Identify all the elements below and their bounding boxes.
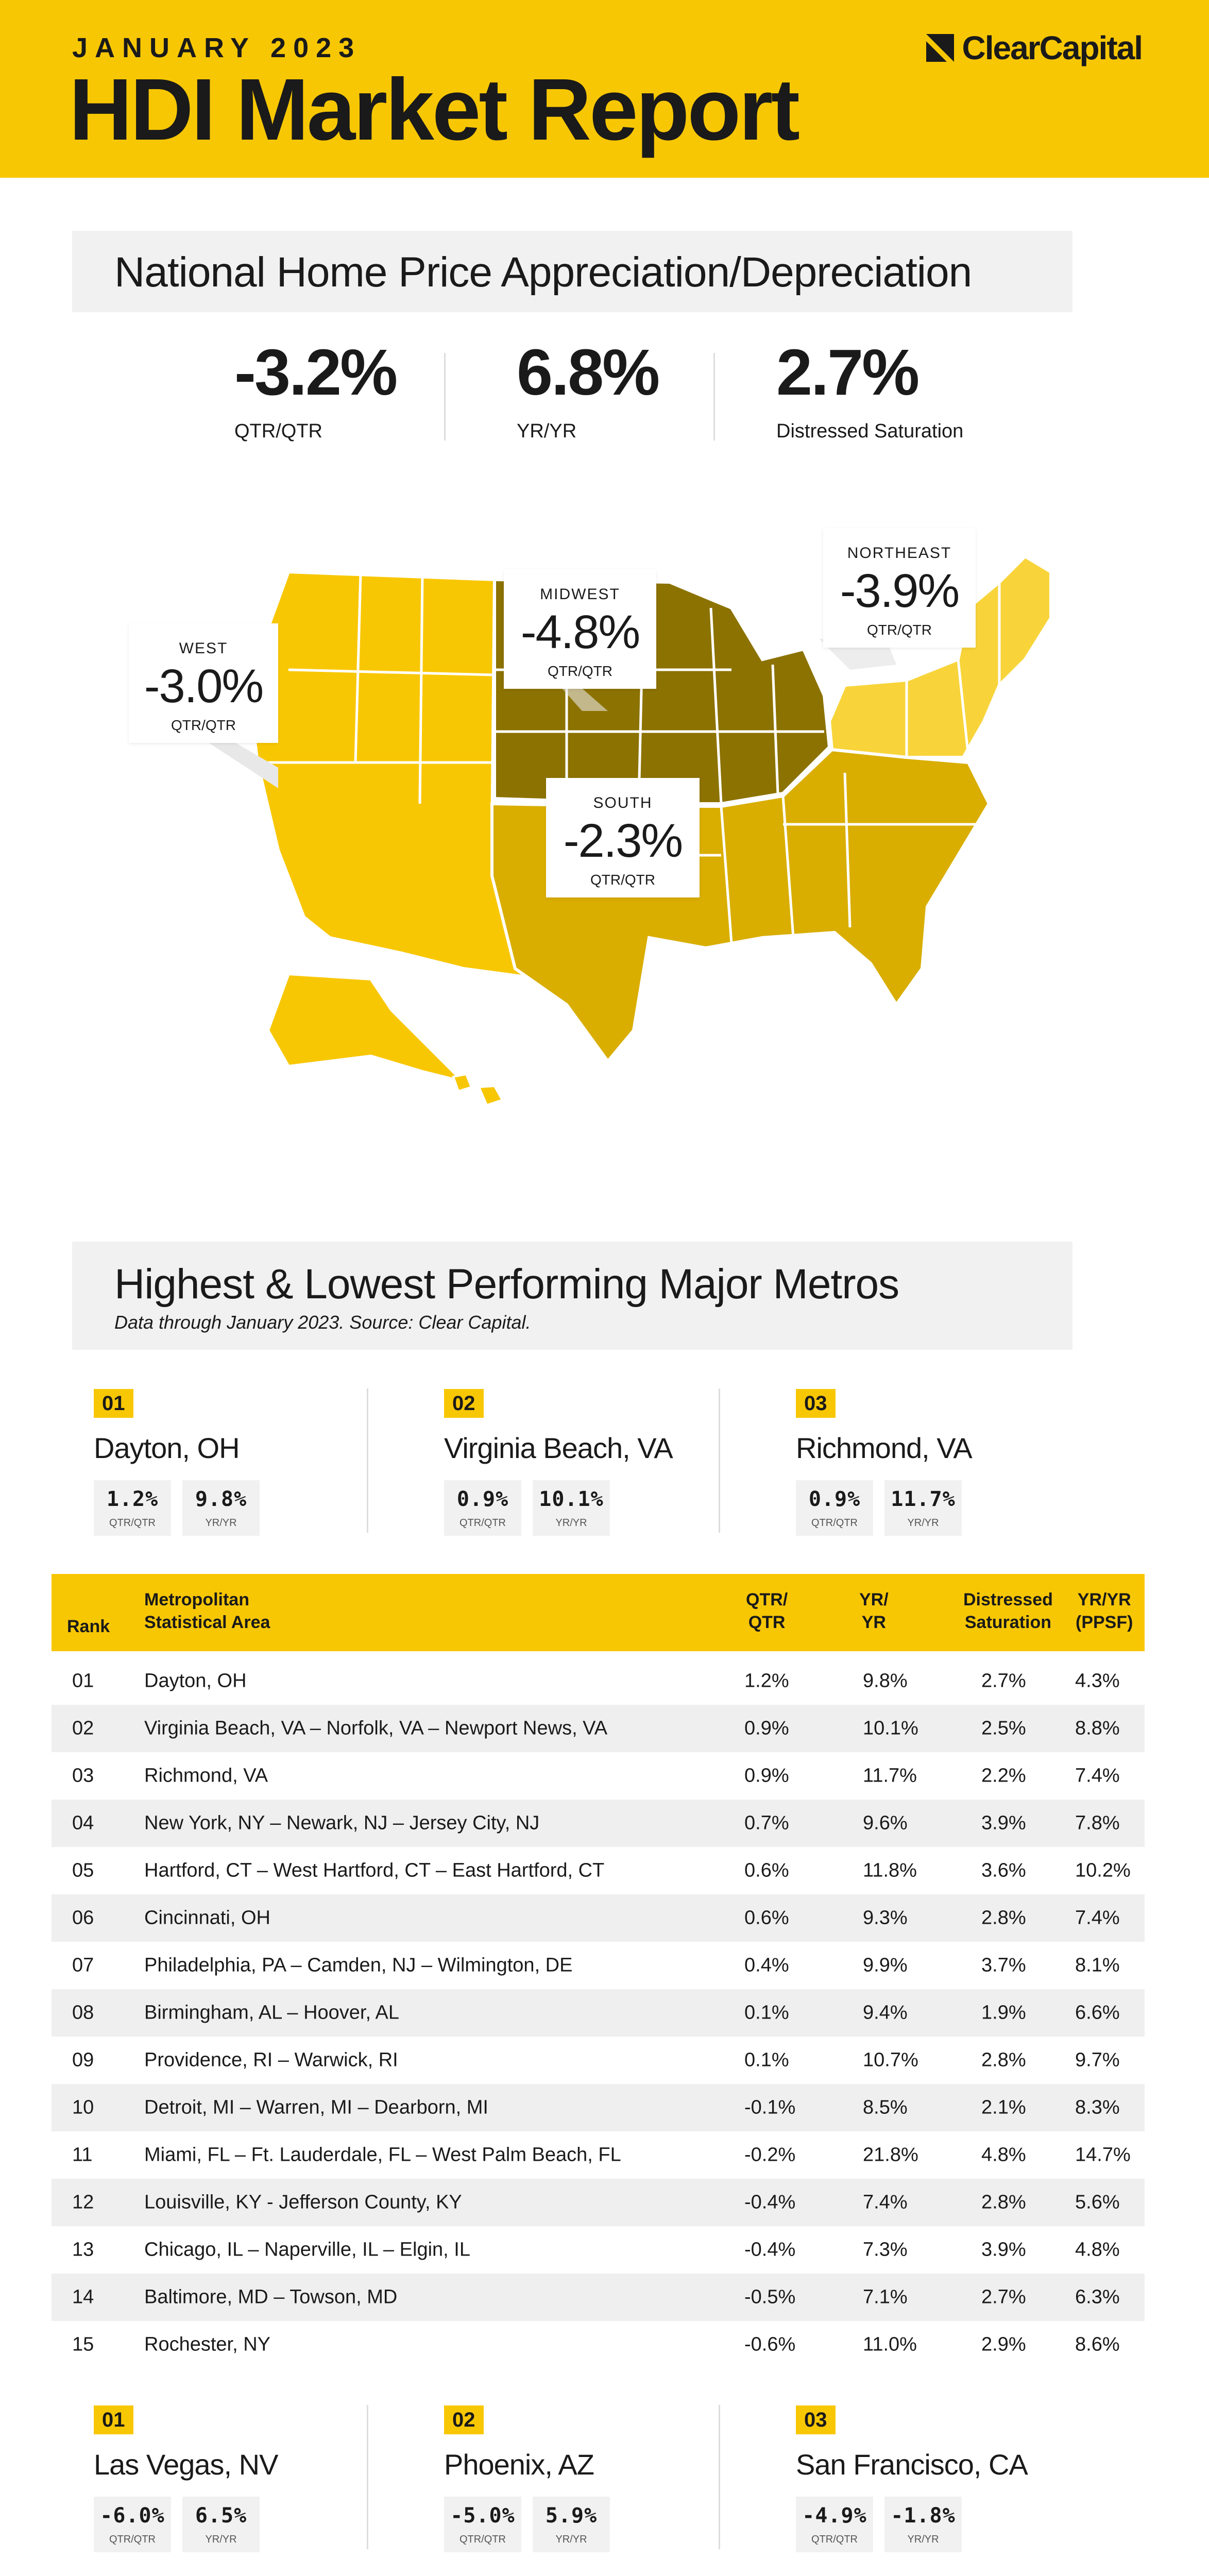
header-area-line1: Metropolitan [144, 1590, 249, 1609]
card-city: Las Vegas, NV [94, 2448, 278, 2481]
cell-ppsf: 8.6% [1075, 2333, 1120, 2355]
pill-value: 11.7% [891, 1487, 956, 1511]
cell-rank: 03 [72, 1765, 94, 1787]
table-row [52, 2131, 1145, 2179]
clearcapital-logo-icon [924, 32, 956, 64]
region-value: -3.0% [144, 660, 263, 713]
card-divider [367, 1388, 368, 1533]
card-yr-pill [884, 2497, 962, 2552]
card-rank-badge: 03 [796, 1389, 836, 1418]
cell-rank: 06 [72, 1907, 94, 1929]
metros-subtitle: Data through January 2023. Source: Clear Capital. [114, 1312, 531, 1333]
table-row [52, 2084, 1145, 2131]
card-qtr-pill [444, 1480, 521, 1536]
cell-area: Baltimore, MD – Towson, MD [144, 2286, 398, 2308]
table-row [52, 2037, 1145, 2084]
top-metro-card [94, 1389, 260, 1536]
card-city: Phoenix, AZ [444, 2448, 594, 2481]
pill-value: -4.9% [802, 2504, 867, 2528]
pill-label: QTR/QTR [811, 2534, 858, 2545]
region-name: SOUTH [593, 794, 653, 811]
cell-yr: 9.8% [863, 1670, 908, 1692]
cell-qtr: -0.5% [744, 2286, 796, 2308]
bottom-metro-card [444, 2405, 610, 2552]
cell-yr: 9.9% [863, 1954, 908, 1976]
card-yr-pill [884, 1480, 962, 1536]
card-qtr-pill [796, 1480, 873, 1536]
cell-distressed: 2.1% [981, 2096, 1026, 2119]
region-name: NORTHEAST [847, 545, 952, 562]
region-value: -3.9% [840, 565, 959, 617]
pill-value: -6.0% [100, 2504, 165, 2528]
cell-rank: 04 [72, 1812, 94, 1834]
cell-qtr: -0.4% [744, 2239, 796, 2261]
pill-value: 0.9% [808, 1487, 861, 1511]
pill-value: -5.0% [450, 2504, 515, 2528]
card-city: Virginia Beach, VA [444, 1432, 673, 1464]
region-name: WEST [179, 640, 228, 657]
card-rank-badge: 02 [444, 2405, 484, 2434]
cell-ppsf: 8.3% [1075, 2096, 1120, 2119]
brand-name: ClearCapital [962, 29, 1142, 66]
national-stat-value: 2.7% [776, 336, 918, 409]
stat-divider [444, 353, 446, 440]
metros-title: Highest & Lowest Performing Major Metros [114, 1261, 899, 1308]
region-callout-west [129, 623, 278, 743]
cell-yr: 11.8% [863, 1859, 917, 1882]
cell-qtr: 0.7% [744, 1812, 789, 1834]
national-stat-label: Distressed Saturation [776, 420, 964, 442]
header-ppsf-line2: (PPSF) [1076, 1613, 1133, 1633]
cell-rank: 08 [72, 2002, 94, 2024]
table-row [52, 1894, 1145, 1942]
national-stat-distressed [776, 336, 964, 443]
card-rank-badge: 01 [94, 2405, 133, 2434]
card-city: Dayton, OH [94, 1432, 240, 1464]
report-title: HDI Market Report [69, 61, 798, 159]
pill-label: QTR/QTR [459, 2534, 506, 2545]
top-metro-card [444, 1389, 673, 1536]
cell-area: Dayton, OH [144, 1670, 247, 1692]
region-label: QTR/QTR [867, 622, 932, 638]
pill-label: YR/YR [555, 2534, 587, 2545]
card-yr-pill [182, 1480, 260, 1536]
table-row [52, 2226, 1145, 2274]
cell-area: Detroit, MI – Warren, MI – Dearborn, MI [144, 2096, 488, 2119]
card-qtr-pill [94, 1480, 171, 1536]
cell-qtr: 0.6% [744, 1907, 789, 1929]
pill-label: YR/YR [907, 1517, 939, 1529]
table-row [52, 2274, 1145, 2321]
cell-yr: 11.7% [863, 1765, 917, 1787]
cell-yr: 9.6% [863, 1812, 908, 1834]
national-stat-value: -3.2% [234, 336, 397, 409]
card-divider [719, 2405, 720, 2549]
card-qtr-pill [796, 2497, 873, 2552]
cell-ppsf: 7.8% [1075, 1812, 1120, 1834]
report-month: JANUARY 2023 [72, 32, 362, 63]
header-rank: Rank [67, 1616, 110, 1636]
cell-area: Hartford, CT – West Hartford, CT – East Hartford, CT [144, 1859, 605, 1882]
national-stat-qtr [234, 336, 397, 443]
cell-rank: 01 [72, 1670, 94, 1692]
table-row [52, 1800, 1145, 1847]
pill-label: YR/YR [907, 2534, 939, 2545]
national-stat-value: 6.8% [517, 336, 659, 409]
cell-ppsf: 6.6% [1075, 2002, 1120, 2024]
header-area-line2: Statistical Area [144, 1613, 270, 1633]
cell-rank: 14 [72, 2286, 94, 2308]
cell-distressed: 4.8% [981, 2144, 1026, 2166]
cell-yr: 9.4% [863, 2002, 908, 2024]
cell-distressed: 2.5% [981, 1717, 1026, 1739]
cell-qtr: 0.1% [744, 2049, 789, 2071]
header-distressed [963, 1588, 1053, 1634]
cell-qtr: 1.2% [744, 1670, 789, 1692]
table-row [52, 2179, 1145, 2226]
cell-distressed: 3.9% [981, 2239, 1026, 2261]
cell-yr: 11.0% [863, 2333, 917, 2355]
cell-yr: 21.8% [863, 2144, 918, 2166]
region-label: QTR/QTR [171, 717, 236, 733]
cell-area: Miami, FL – Ft. Lauderdale, FL – West Palm Beach, FL [144, 2144, 621, 2166]
cell-rank: 15 [72, 2333, 94, 2355]
national-stat-label: YR/YR [517, 420, 577, 442]
national-title: National Home Price Appreciation/Depreciation [114, 249, 972, 296]
cell-yr: 10.1% [863, 1717, 918, 1739]
cell-yr: 7.1% [863, 2286, 908, 2308]
cell-rank: 02 [72, 1717, 94, 1739]
cell-rank: 12 [72, 2191, 94, 2213]
cell-yr: 9.3% [863, 1907, 908, 1929]
cell-distressed: 2.9% [981, 2333, 1026, 2355]
header-area [144, 1588, 270, 1634]
cell-area: Chicago, IL – Naperville, IL – Elgin, IL [144, 2239, 470, 2261]
cell-qtr: 0.4% [744, 1954, 789, 1976]
report-header [0, 0, 1209, 178]
cell-rank: 07 [72, 1954, 94, 1976]
card-rank-badge: 01 [94, 1389, 133, 1418]
cell-distressed: 3.7% [981, 1954, 1026, 1976]
cell-yr: 7.4% [863, 2191, 908, 2213]
metros-banner [72, 1242, 1072, 1350]
region-name: MIDWEST [540, 586, 620, 603]
cell-qtr: 0.9% [744, 1765, 789, 1787]
cell-qtr: -0.1% [744, 2096, 796, 2119]
table-row [52, 1989, 1145, 2037]
cell-qtr: 0.1% [744, 2002, 789, 2024]
cell-area: Philadelphia, PA – Camden, NJ – Wilmington, DE [144, 1954, 573, 1976]
table-row [52, 1657, 1145, 1705]
cell-ppsf: 6.3% [1075, 2286, 1120, 2308]
cell-rank: 09 [72, 2049, 94, 2071]
header-yr [859, 1588, 889, 1634]
card-qtr-pill [444, 2497, 521, 2552]
national-banner [72, 231, 1072, 312]
card-rank-badge: 02 [444, 1389, 484, 1418]
cell-qtr: -0.4% [744, 2191, 796, 2213]
cell-distressed: 2.7% [981, 2286, 1026, 2308]
cell-qtr: 0.6% [744, 1859, 789, 1882]
region-callout-south [546, 778, 700, 897]
table-row [52, 2321, 1145, 2368]
header-qtr-line1: QTR/ [746, 1590, 788, 1609]
pill-value: 10.1% [539, 1487, 604, 1511]
cell-area: Providence, RI – Warwick, RI [144, 2049, 398, 2071]
header-qtr-line2: QTR [748, 1613, 786, 1633]
brand-logo [924, 29, 1142, 67]
cell-area: New York, NY – Newark, NJ – Jersey City, NJ [144, 1812, 540, 1834]
region-label: QTR/QTR [590, 872, 655, 888]
pill-value: -1.8% [891, 2504, 956, 2528]
table-row [52, 1752, 1145, 1800]
cell-rank: 05 [72, 1859, 94, 1882]
cell-area: Birmingham, AL – Hoover, AL [144, 2002, 399, 2024]
highest-metros-table [52, 1574, 1145, 2368]
cell-qtr: 0.9% [744, 1717, 789, 1739]
cell-distressed: 2.8% [981, 1907, 1026, 1929]
bottom-metro-card [796, 2405, 1028, 2552]
table-header [52, 1574, 1145, 1651]
cell-ppsf: 5.6% [1075, 2191, 1120, 2213]
header-dist-line1: Distressed [963, 1590, 1053, 1609]
card-divider [719, 1388, 720, 1533]
region-label: QTR/QTR [548, 663, 612, 679]
card-qtr-pill [94, 2497, 171, 2552]
cell-ppsf: 9.7% [1075, 2049, 1120, 2071]
card-rank-badge: 03 [796, 2405, 836, 2434]
card-yr-pill [533, 2497, 610, 2552]
national-stat-yr [517, 336, 659, 443]
cell-rank: 13 [72, 2239, 94, 2261]
cell-distressed: 1.9% [981, 2002, 1026, 2024]
table-row [52, 1847, 1145, 1894]
table-body [52, 1657, 1145, 2368]
cell-distressed: 2.8% [981, 2049, 1026, 2071]
pill-label: QTR/QTR [459, 1517, 506, 1529]
card-divider [367, 2405, 368, 2549]
cell-ppsf: 8.8% [1075, 1717, 1120, 1739]
pill-value: 1.2% [106, 1487, 159, 1511]
table-row [52, 1705, 1145, 1752]
header-dist-line2: Saturation [964, 1613, 1051, 1633]
cell-area: Rochester, NY [144, 2333, 270, 2355]
cell-ppsf: 4.8% [1075, 2239, 1120, 2261]
cell-distressed: 2.7% [981, 1670, 1026, 1692]
cell-distressed: 2.8% [981, 2191, 1026, 2213]
national-stat-label: QTR/QTR [234, 420, 322, 442]
cell-ppsf: 8.1% [1075, 1954, 1120, 1976]
pill-label: YR/YR [205, 2534, 237, 2545]
cell-rank: 11 [72, 2144, 93, 2166]
pill-value: 6.5% [195, 2504, 247, 2528]
region-callout-northeast [823, 528, 976, 648]
cell-ppsf: 10.2% [1075, 1859, 1131, 1882]
cell-area: Virginia Beach, VA – Norfolk, VA – Newport News, VA [144, 1717, 608, 1739]
cell-ppsf: 7.4% [1075, 1907, 1120, 1929]
card-yr-pill [533, 1480, 610, 1536]
card-city: Richmond, VA [796, 1432, 972, 1464]
bottom-metro-card [94, 2405, 278, 2552]
region-value: -2.3% [563, 815, 683, 867]
pill-value: 0.9% [456, 1487, 509, 1511]
cell-distressed: 2.2% [981, 1765, 1026, 1787]
cell-distressed: 3.9% [981, 1812, 1026, 1834]
header-yr-line2: YR [861, 1613, 886, 1633]
header-yr-line1: YR/ [859, 1590, 889, 1609]
card-yr-pill [182, 2497, 260, 2552]
cell-ppsf: 14.7% [1075, 2144, 1131, 2166]
pill-value: 9.8% [195, 1487, 247, 1511]
cell-area: Richmond, VA [144, 1765, 268, 1787]
pill-label: QTR/QTR [109, 1517, 156, 1529]
pill-label: QTR/QTR [811, 1517, 858, 1529]
region-callout-midwest [504, 569, 656, 689]
cell-area: Cincinnati, OH [144, 1907, 270, 1929]
top-metro-card [796, 1389, 972, 1536]
table-row [52, 1942, 1145, 1989]
pill-label: YR/YR [555, 1517, 587, 1529]
cell-yr: 10.7% [863, 2049, 918, 2071]
cell-ppsf: 4.3% [1075, 1670, 1120, 1692]
card-city: San Francisco, CA [796, 2448, 1028, 2481]
stat-divider [713, 353, 715, 440]
header-qtr [746, 1588, 788, 1634]
cell-ppsf: 7.4% [1075, 1765, 1120, 1787]
cell-distressed: 3.6% [981, 1859, 1026, 1882]
cell-area: Louisville, KY - Jefferson County, KY [144, 2191, 462, 2213]
cell-qtr: -0.2% [744, 2144, 796, 2166]
cell-qtr: -0.6% [744, 2333, 796, 2355]
header-ppsf [1076, 1588, 1133, 1634]
pill-label: YR/YR [205, 1517, 237, 1529]
cell-yr: 8.5% [863, 2096, 908, 2119]
pill-label: QTR/QTR [109, 2534, 156, 2545]
header-ppsf-line1: YR/YR [1077, 1590, 1131, 1609]
cell-yr: 7.3% [863, 2239, 908, 2261]
pill-value: 5.9% [545, 2504, 598, 2528]
region-value: -4.8% [520, 606, 640, 658]
cell-rank: 10 [72, 2096, 94, 2119]
